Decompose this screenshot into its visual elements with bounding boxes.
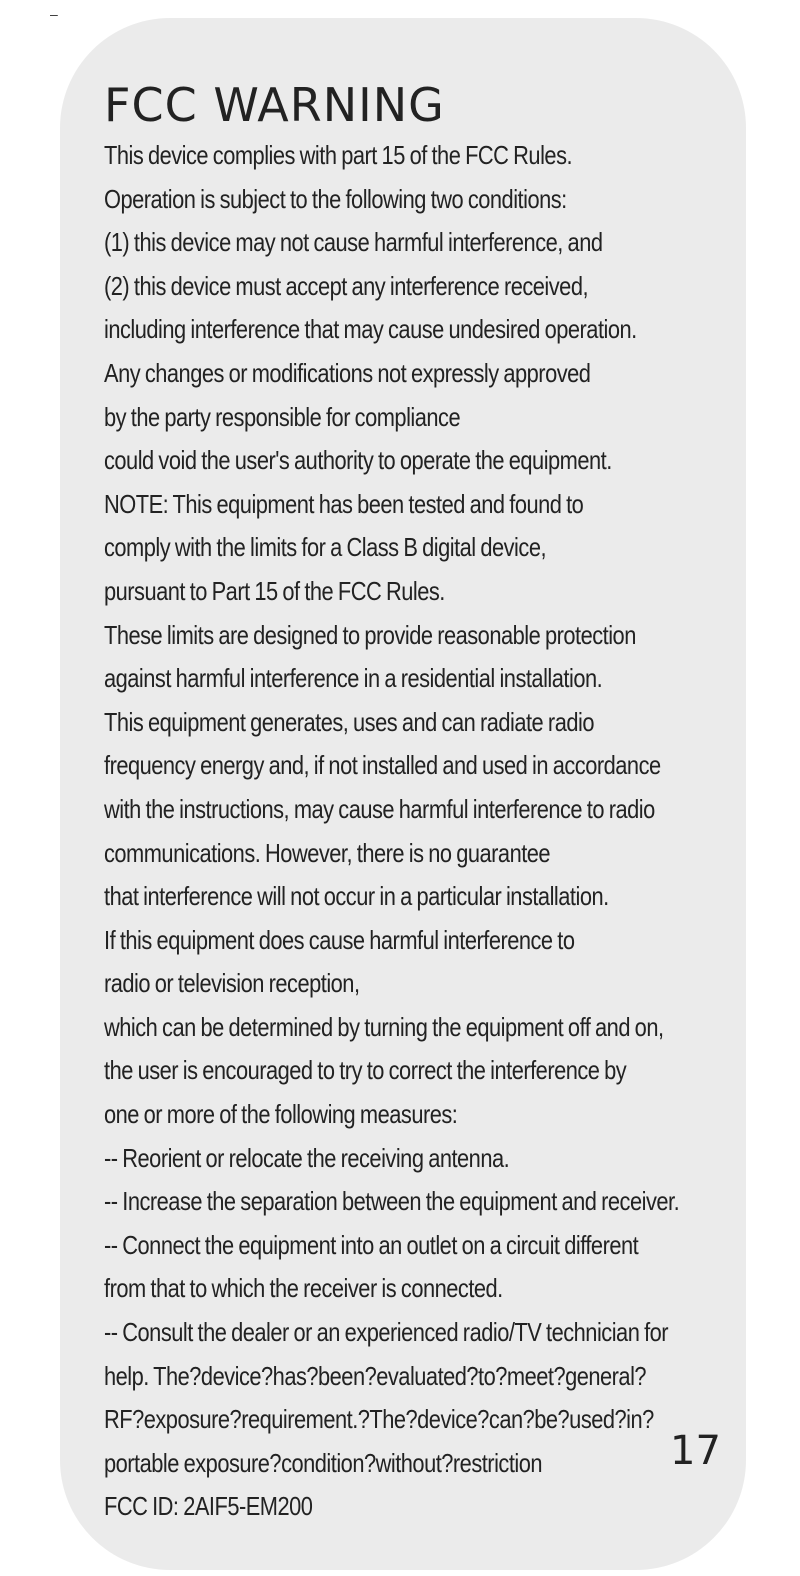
text-line bbox=[104, 1311, 789, 1355]
text-line-content: that interference will not occur in a particular installation. bbox=[104, 881, 609, 912]
text-line-content: -- Connect the equipment into an outlet on a circuit different bbox=[104, 1229, 639, 1260]
text-line-content: These limits are designed to provide reasonable protection bbox=[104, 619, 636, 650]
text-line bbox=[104, 570, 789, 614]
text-line-content: portable exposure?condition?without?restriction bbox=[104, 1447, 543, 1478]
text-line bbox=[104, 657, 789, 701]
text-line-content: pursuant to Part 15 of the FCC Rules. bbox=[104, 575, 445, 606]
text-line-content: If this equipment does cause harmful interference to bbox=[104, 924, 575, 955]
text-line-content: -- Increase the separation between the equipment and receiver. bbox=[104, 1186, 680, 1217]
text-line bbox=[104, 614, 789, 658]
text-line-content: RF?exposure?requirement.?The?device?can?be?used?in? bbox=[104, 1404, 654, 1435]
text-line-content: (2) this device must accept any interference received, bbox=[104, 270, 589, 301]
text-line bbox=[104, 396, 789, 440]
text-line bbox=[104, 1267, 789, 1311]
text-line-content: comply with the limits for a Class B digital device, bbox=[104, 532, 547, 563]
text-line-content: NOTE: This equipment has been tested and found to bbox=[104, 488, 584, 519]
text-line-content: help. The?device?has?been?evaluated?to?meet?general? bbox=[104, 1360, 647, 1391]
text-line bbox=[104, 221, 789, 265]
text-line bbox=[104, 875, 789, 919]
text-line bbox=[104, 962, 789, 1006]
text-line bbox=[104, 919, 789, 963]
text-line-content: one or more of the following measures: bbox=[104, 1099, 458, 1130]
text-line bbox=[104, 788, 789, 832]
text-line-content: could void the user's authority to operate the equipment. bbox=[104, 445, 612, 476]
text-line-content: from that to which the receiver is connected. bbox=[104, 1273, 503, 1304]
corner-mark: – bbox=[50, 6, 58, 22]
text-line bbox=[104, 1093, 789, 1137]
text-line-content: which can be determined by turning the equipment off and on, bbox=[104, 1011, 664, 1042]
text-line-content: -- Reorient or relocate the receiving antenna. bbox=[104, 1142, 510, 1173]
text-line-content: Operation is subject to the following two conditions: bbox=[104, 183, 567, 214]
text-line-content: with the instructions, may cause harmful interference to radio bbox=[104, 793, 655, 824]
text-line-content: (1) this device may not cause harmful interference, and bbox=[104, 227, 603, 258]
text-line bbox=[104, 265, 789, 309]
text-line-content: radio or television reception, bbox=[104, 968, 360, 999]
text-line-content: frequency energy and, if not installed and used in accordance bbox=[104, 750, 661, 781]
text-line bbox=[104, 134, 789, 178]
text-line bbox=[104, 483, 789, 527]
text-line-content: the user is encouraged to try to correct the interference by bbox=[104, 1055, 627, 1086]
text-line bbox=[104, 1006, 789, 1050]
text-line bbox=[104, 439, 789, 483]
page-number: 17 bbox=[670, 1428, 721, 1474]
text-line-content: including interference that may cause undesired operation. bbox=[104, 314, 637, 345]
text-line bbox=[104, 178, 789, 222]
text-line-content: against harmful interference in a residential installation. bbox=[104, 663, 603, 694]
text-line-content: communications. However, there is no guarantee bbox=[104, 837, 551, 868]
text-line bbox=[104, 1137, 789, 1181]
text-line bbox=[104, 1180, 789, 1224]
text-line bbox=[104, 526, 789, 570]
text-line bbox=[104, 308, 789, 352]
text-line-content: FCC ID: 2AIF5-EM200 bbox=[104, 1491, 313, 1522]
text-line bbox=[104, 744, 789, 788]
text-line-content: -- Consult the dealer or an experienced radio/TV technician for bbox=[104, 1317, 669, 1348]
text-line-content: This device complies with part 15 of the FCC Rules. bbox=[104, 140, 573, 170]
warning-text bbox=[104, 134, 789, 1529]
text-line-content: This equipment generates, uses and can radiate radio bbox=[104, 706, 594, 737]
text-line bbox=[104, 1485, 789, 1529]
text-line bbox=[104, 1355, 789, 1399]
text-line-content: by the party responsible for compliance bbox=[104, 401, 461, 432]
text-line bbox=[104, 1224, 789, 1268]
page-title: FCC WARNING bbox=[104, 78, 445, 132]
text-line bbox=[104, 701, 789, 745]
text-line bbox=[104, 1049, 789, 1093]
text-line-content: Any changes or modifications not expressly approved bbox=[104, 357, 591, 388]
text-line bbox=[104, 352, 789, 396]
text-line bbox=[104, 832, 789, 876]
